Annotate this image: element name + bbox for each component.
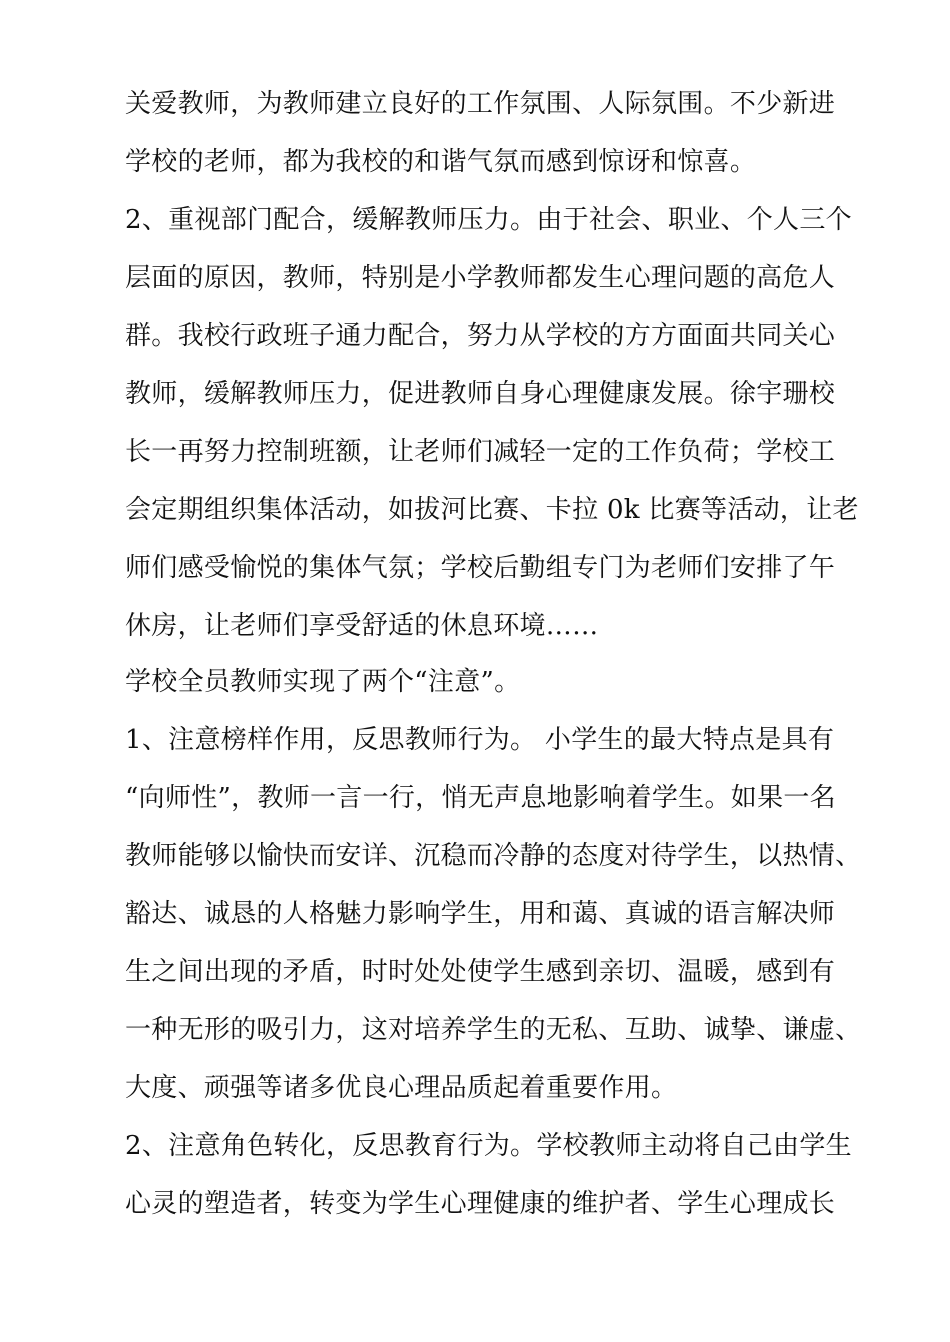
text-line: 豁达、诚恳的人格魅力影响学生，用和蔼、真诚的语言解决师 <box>125 899 836 929</box>
text-line: 大度、顽强等诸多优良心理品质起着重要作用。 <box>125 1073 678 1103</box>
text-line: 学校全员教师实现了两个“注意”。 <box>125 667 521 697</box>
text-line: 1、注意榜样作用，反思教师行为。 小学生的最大特点是具有 <box>125 725 835 755</box>
text-line: “向师性”，教师一言一行，悄无声息地影响着学生。如果一名 <box>125 783 836 813</box>
text-line: 休房，让老师们享受舒适的休息环境…… <box>125 611 599 641</box>
text-line: 2、注意角色转化，反思教育行为。学校教师主动将自己由学生 <box>125 1131 852 1161</box>
text-line: 一种无形的吸引力，这对培养学生的无私、互助、诚挚、谦虚、 <box>125 1015 862 1045</box>
text-line: 生之间出现的矛盾，时时处处使学生感到亲切、温暖，感到有 <box>125 957 836 987</box>
text-line: 2、重视部门配合，缓解教师压力。由于社会、职业、个人三个 <box>125 205 852 235</box>
text-line: 群。我校行政班子通力配合，努力从学校的方方面面共同关心 <box>125 321 836 351</box>
text-line: 学校的老师，都为我校的和谐气氛而感到惊讶和惊喜。 <box>125 147 757 177</box>
text-line: 长一再努力控制班额，让老师们减轻一定的工作负荷；学校工 <box>125 437 836 467</box>
text-line: 会定期组织集体活动，如拔河比赛、卡拉 0k 比赛等活动，让老 <box>125 495 859 525</box>
text-line: 教师，缓解教师压力，促进教师自身心理健康发展。徐宇珊校 <box>125 379 836 409</box>
text-line: 层面的原因，教师，特别是小学教师都发生心理问题的高危人 <box>125 263 836 293</box>
text-line: 教师能够以愉快而安详、沉稳而冷静的态度对待学生，以热情、 <box>125 841 862 871</box>
text-line: 关爱教师，为教师建立良好的工作氛围、人际氛围。不少新进 <box>125 89 836 119</box>
text-line: 师们感受愉悦的集体气氛；学校后勤组专门为老师们安排了午 <box>125 553 836 583</box>
text-line: 心灵的塑造者，转变为学生心理健康的维护者、学生心理成长 <box>125 1189 836 1219</box>
